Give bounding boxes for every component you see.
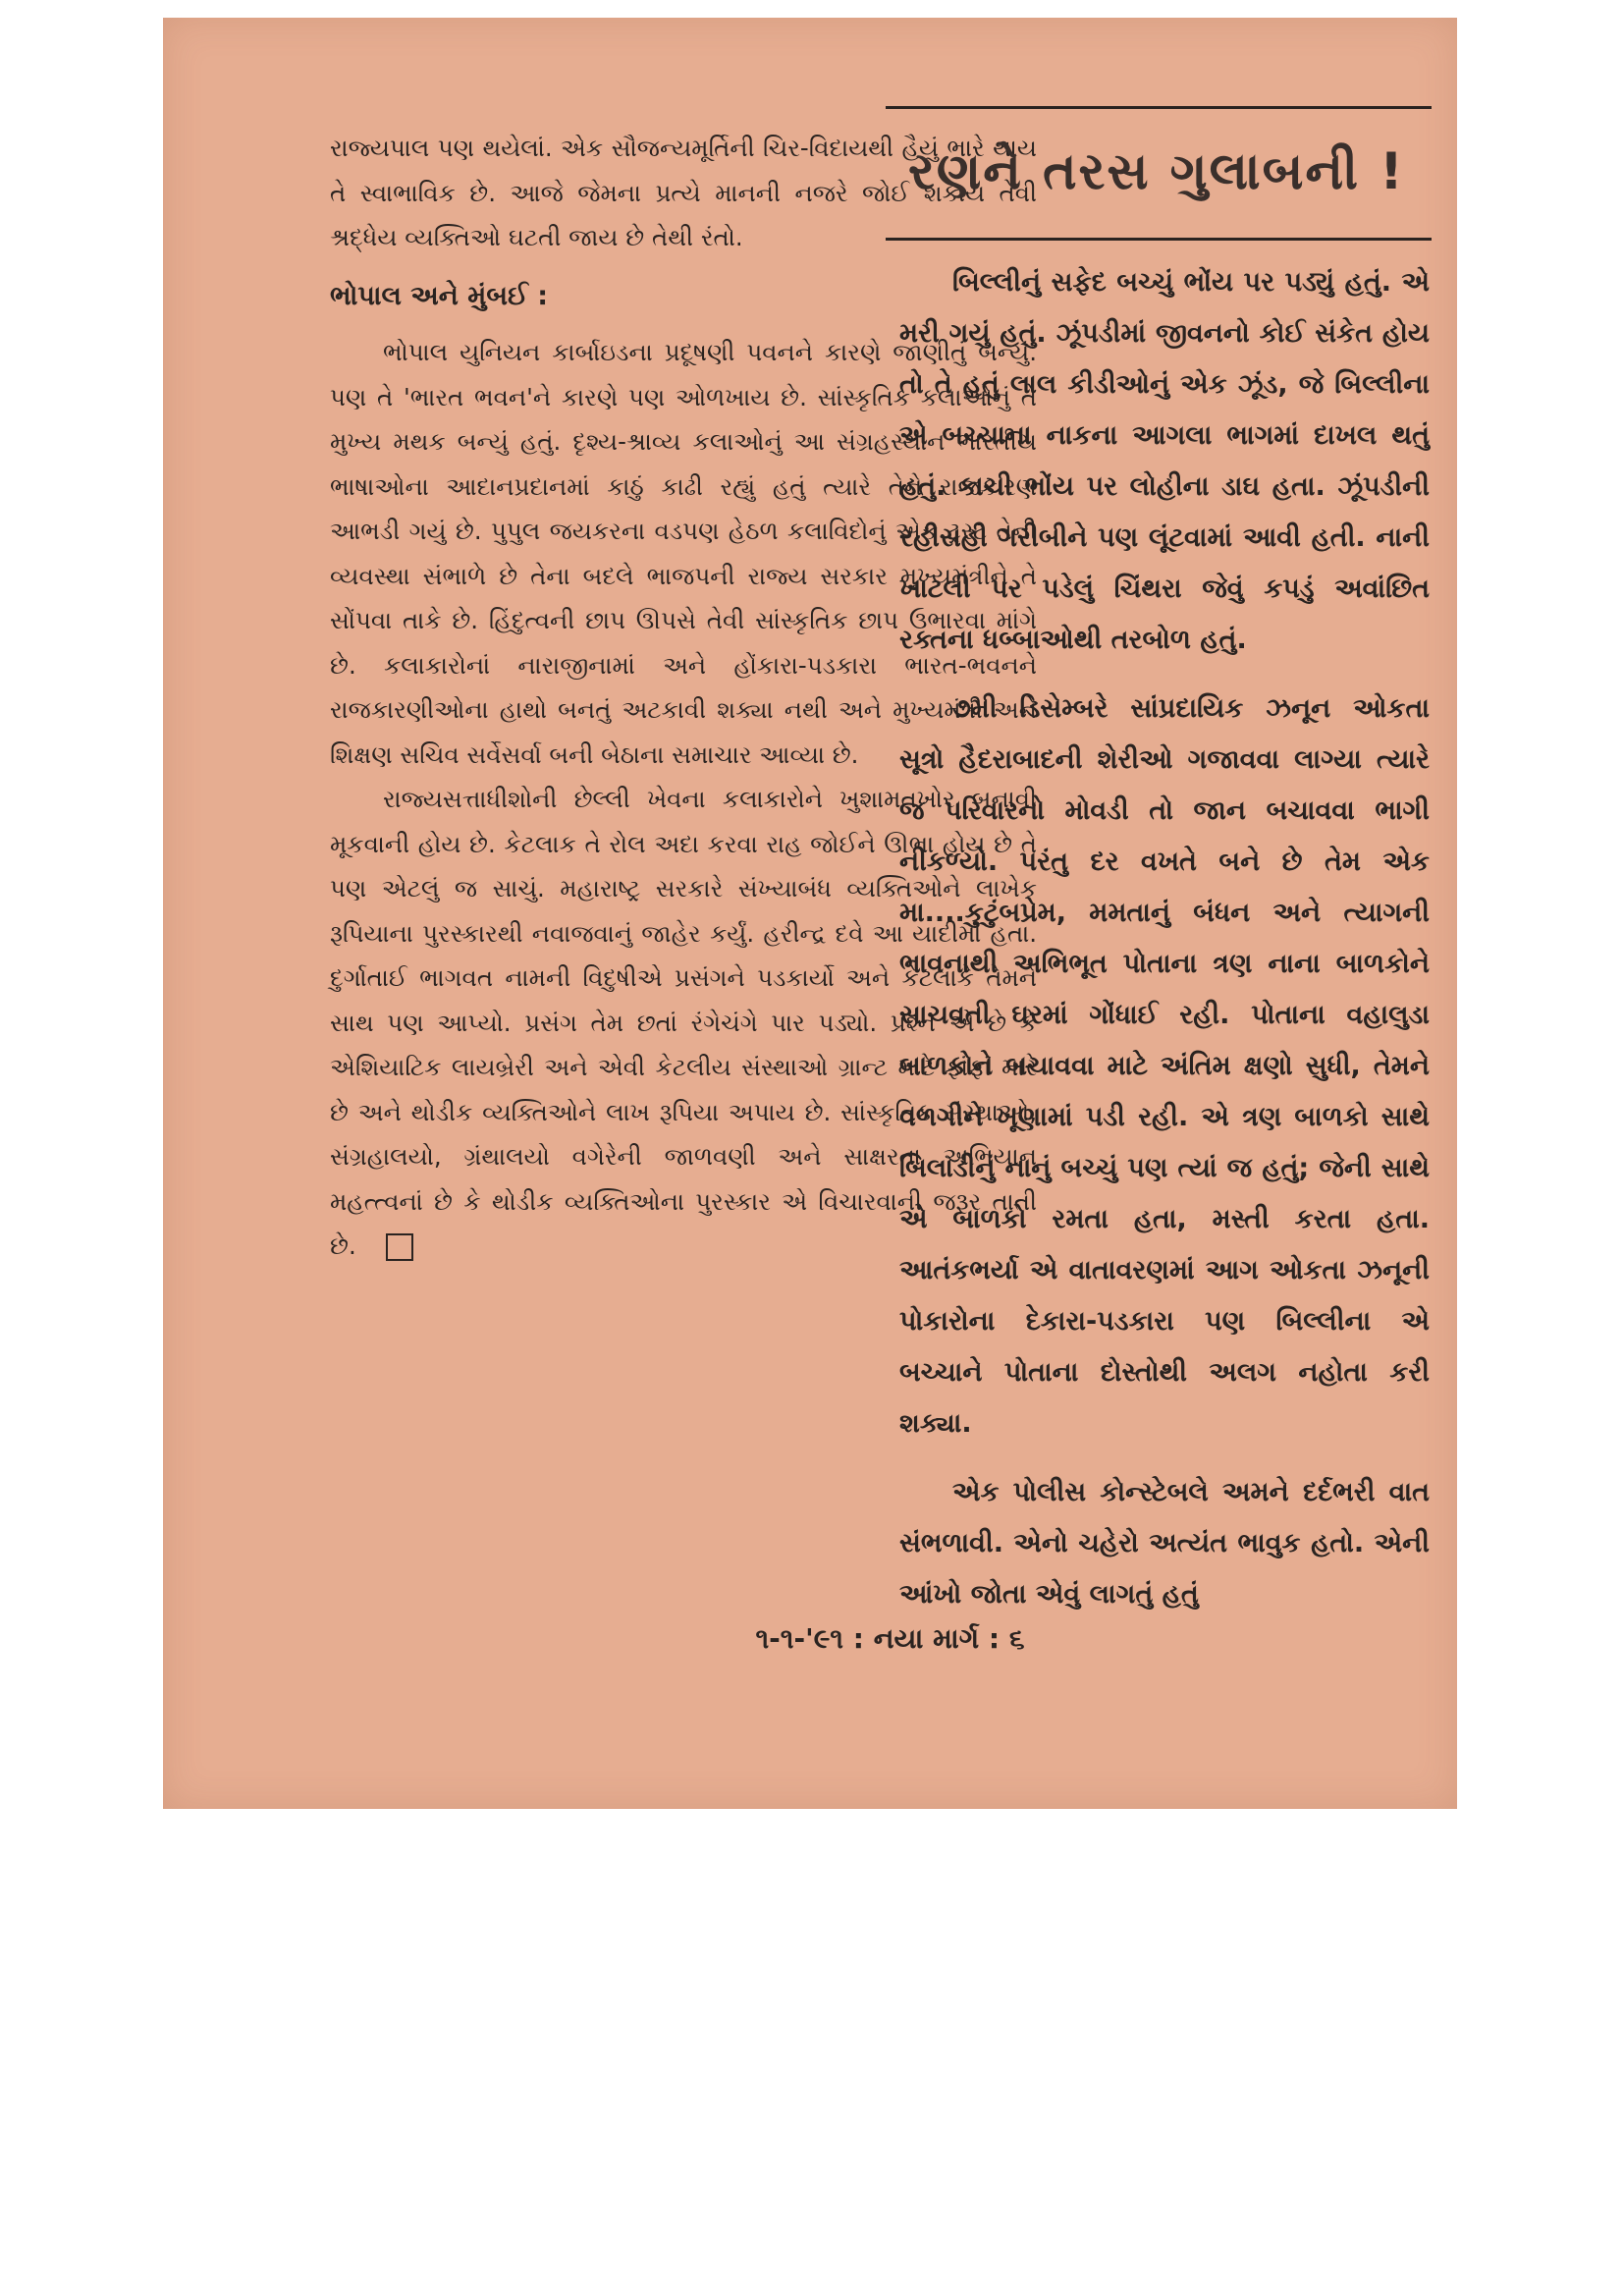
body-paragraph: એક પોલીસ કોન્સ્ટેબલે અમને દર્દભરી વાત સંભળાવી. એનો ચહેરો અત્યંત ભાવુક હતો. એની આંખો જોતા એવું લાગતું હતું: [899, 1477, 1430, 1610]
title-rule-top: [886, 106, 1432, 109]
end-mark-icon: [386, 1233, 413, 1261]
title-rule-bottom: [886, 238, 1432, 241]
intro-paragraph: રાજ્યપાલ પણ થયેલાં. એક સૌજન્યમૂર્તિની ચિર-વિદાયથી હૈયું ભારે થાય તે સ્વાભાવિક છે. આજે જેમના પ્રત્યે માનની નજરે જોઈ શકાય તેવી શ્રદ્ધેય વ્યક્તિઓ ઘટતી જાય છે તેથી રંતો.: [330, 134, 1037, 251]
page-footer: [0, 1622, 1623, 1656]
body-paragraph: ભોપાલ યુનિયન કાર્બાઇડના પ્રદૂષણી પવનને કારણે જાણીતું બન્યું. પણ તે 'ભારત ભવન'ને કારણે પણ ઓળખાય છે. સાંસ્કૃતિક કલાઓનું તે મુખ્ય મથક બન્યું હતું. દૃશ્ય-શ્રાવ્ય કલાઓનું આ સંગ્રહસ્થાન ભારતીય ભાષાઓના આદાનપ્રદાનમાં કાઠું કાઢી રહ્યું હતું ત્યારે તેને રાજકારણ આભડી ગયું છે. પુપુલ જયકરના વડપણ હેઠળ કલાવિદોનું એક ટ્રસ્ટ તેની વ્યવસ્થા સંભાળે છે તેના બદલે ભાજપની રાજ્ય સરકાર મુખ્યમંત્રીને તે સોંપવા તાકે છે. હિંદુત્વની છાપ ઊપસે તેવી સાંસ્કૃતિક છાપ ઉભારવા માંગે છે. કલાકારોનાં નારાજીનામાં અને હોંકારા-પડકારા ભારત-ભવનને રાજકારણીઓના હાથો બનતું અટકાવી શક્યા નથી અને મુખ્યમંત્રી અને શિક્ષણ સચિવ સર્વેસર્વા બની બેઠાના સમાચાર આવ્યા છે.: [330, 338, 1037, 769]
article-title: રણને તરસ ગુલાબની !: [908, 142, 1405, 201]
right-column: [899, 257, 1430, 1638]
body-paragraph: બિલ્લીનું સફેદ બચ્ચું ભોંય પર પડ્યું હતું. એ મરી ગયું હતું. ઝૂંપડીમાં જીવનનો કોઈ સંકેત હોય તો તે હતું લાલ કીડીઓનું એક ઝૂંડ, જે બિલ્લીના એ બચ્ચાના નાકના આગલા ભાગમાં દાખલ થતું હતું. કાચી ભોંય પર લોહીના ડાઘ હતા. ઝૂંપડીની રહીસહી ગરીબીને પણ લૂંટવામાં આવી હતી. નાની ખાટલી પર પડેલું ચિંથરા જેવું કપડું અવાંછિત રક્તના ધબ્બાઓથી તરબોળ હતું.: [899, 267, 1430, 655]
footer-text: ૧-૧-'૯૧ : નયા માર્ગ : ૬: [755, 1622, 1025, 1655]
body-paragraph: ૭મી ડિસેમ્બરે સાંપ્રદાયિક ઝનૂન ઓકતા સૂત્રો હૈદરાબાદની શેરીઓ ગજાવવા લાગ્યા ત્યારે જ પરિવારનો મોવડી તો જાન બચાવવા ભાગી નીકળ્યો. પરંતુ દર વખતે બને છે તેમ એક મા....કુટુંબપ્રેમ, મમતાનું બંધન અને ત્યાગની ભાવનાથી અભિભૂત પોતાના ત્રણ નાના બાળકોને સાચવતી ઘરમાં ગોંધાઈ રહી. પોતાના વહાલુડા બાળકોને બચાવવા માટે અંતિમ ક્ષણો સુધી, તેમને વળગીને ખૂણામાં પડી રહી. એ ત્રણ બાળકો સાથે બિલાડીનું નાનું બચ્ચું પણ ત્યાં જ હતું; જેની સાથે એ બાળકો રમતા હતા, મસ્તી કરતા હતા. આતંકભર્યા એ વાતાવરણમાં આગ ઓકતા ઝનૂની પોકારોના દેકારા-પડકારા પણ બિલ્લીના એ બચ્ચાને પોતાના દોસ્તોથી અલગ નહોતા કરી શક્યા.: [899, 693, 1430, 1439]
section-heading: ભોપાલ અને મુંબઈ :: [330, 280, 549, 311]
paragraph-text: રાજ્યસત્તાધીશોની છેલ્લી ખેવના કલાકારોને ખુશામતખોર બનાવી મૂકવાની હોય છે. કેટલાક તે રોલ અદા કરવા રાહ જોઈને ઊભા હોય છે તે પણ એટલું જ સાચું. મહારાષ્ટ્ર સરકારે સંખ્યાબંધ વ્યક્તિઓને લાખેક રૂપિયાના પુરસ્કારથી નવાજવાનું જાહેર કર્યું. હરીન્દ્ર દવે આ યાદીમાં હતા. દુર્ગાતાઈ ભાગવત નામની વિદુષીએ પ્રસંગને પડકાર્યો અને કેટલાકે તેમને સાથ પણ આપ્યો. પ્રસંગ તેમ છતાં રંગેચંગે પાર પડ્યો. પ્રશ્ન એ છે કે એશિયાટિક લાયબ્રેરી અને એવી કેટલીય સંસ્થાઓ ગ્રાન્ટ માટે ફાંફાં મારે છે અને થોડીક વ્યક્તિઓને લાખ રૂપિયા અપાય છે. સાંસ્કૃતિક સંસ્થાઓ, સંગ્રહાલયો, ગ્રંથાલયો વગેરેની જાળવણી અને સાક્ષરતા અભિયાન મહત્ત્વનાં છે કે થોડીક વ્યક્તિઓના પુરસ્કાર એ વિચારવાની જરૂર તાતી છે.: [330, 785, 1037, 1260]
